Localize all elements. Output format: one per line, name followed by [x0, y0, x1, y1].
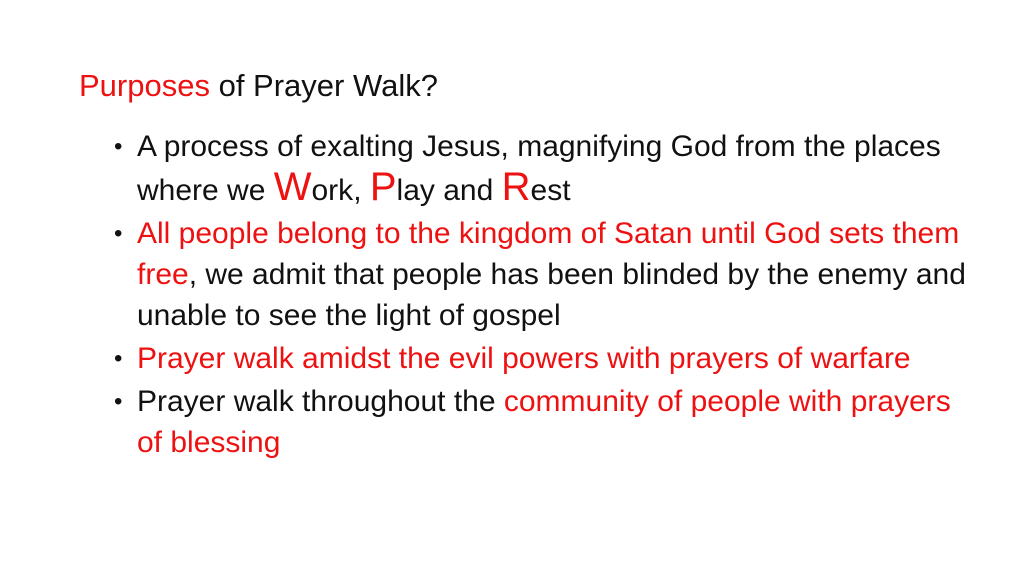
- bullet-dot-icon: •: [114, 345, 123, 372]
- title-highlight: Purposes: [79, 68, 210, 103]
- bullet-item-2: [112, 213, 972, 336]
- bullet-item-4: [112, 381, 972, 463]
- bullet-dot-icon: •: [114, 133, 123, 160]
- bullet-4-plain: Prayer walk throughout the: [137, 385, 504, 418]
- bullet-3-highlight: Prayer walk amidst the evil powers with prayers of warfare: [137, 342, 911, 375]
- bullet-1-r-initial: R: [501, 165, 531, 209]
- bullet-1-lay: lay and: [396, 174, 502, 207]
- title-rest: of Prayer Walk?: [209, 68, 438, 103]
- bullet-1-w-initial: W: [273, 165, 312, 209]
- bullet-list: [112, 126, 972, 465]
- bullet-dot-icon: •: [114, 220, 123, 247]
- bullet-1-text: A process of exalting Jesus, magnifying God from the places where we: [137, 130, 941, 207]
- bullet-dot-icon: •: [114, 388, 123, 415]
- bullet-1-ork: ork: [311, 174, 354, 207]
- bullet-item-3: [112, 338, 972, 379]
- bullet-1-est: est: [530, 174, 571, 207]
- bullet-1-comma: ,: [353, 174, 370, 207]
- bullet-2-rest: , we admit that people has been blinded by the enemy and unable to see the light of gospel: [137, 258, 966, 332]
- bullet-4-highlight: community of people with prayers of blessing: [137, 385, 951, 459]
- bullet-1-p-initial: P: [369, 165, 397, 209]
- slide-title: [79, 66, 438, 106]
- bullet-item-1: [112, 126, 972, 211]
- bullet-2-highlight: All people belong to the kingdom of Satan until God sets them free: [137, 217, 960, 291]
